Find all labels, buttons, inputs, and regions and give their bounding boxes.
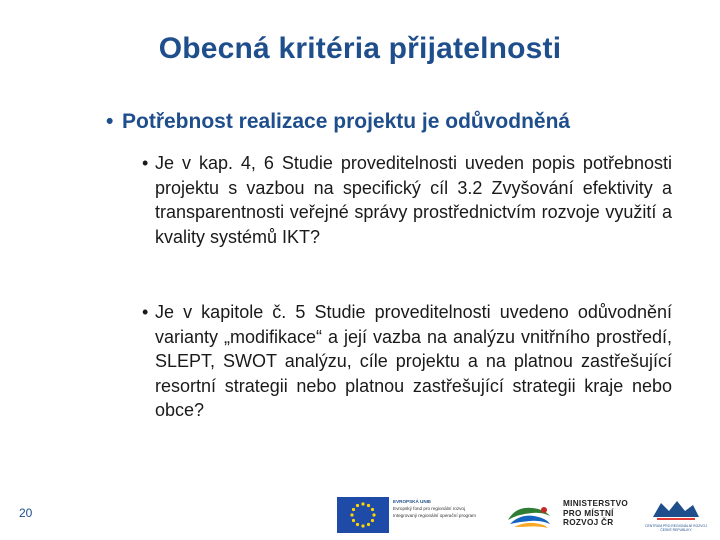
eu-logo xyxy=(337,497,495,535)
ministry-line3: ROZVOJ ČR xyxy=(563,518,614,528)
page-number: 20 xyxy=(19,506,33,520)
bullet-marker: • xyxy=(106,110,114,133)
sub-bullet-2 xyxy=(142,300,672,423)
eu-flag-icon xyxy=(337,497,389,533)
eu-logo-line2: Evropský fond pro regionální rozvoj xyxy=(393,506,466,511)
crr-logo-text xyxy=(641,524,711,532)
iop-program-logo xyxy=(504,500,554,532)
crr-line2: ČESKÉ REPUBLIKY xyxy=(660,528,692,533)
ministry-line2: PRO MÍSTNÍ xyxy=(563,508,614,518)
crr-emblem-icon xyxy=(641,497,711,523)
sub-bullet-2-text: Je v kapitole č. 5 Studie proveditelnosti uvedeno odůvodnění varianty „modifikace“ a její vazba na analýzu vnitřního prostředí, SLEPT, SWOT analýzu, cíle projektu a na platnou zastřešující resortní strategii nebo platnou zastřešující strategii kraje nebo obce? xyxy=(155,302,672,420)
crr-line1: CENTRUM PRO REGIONÁLNÍ ROZVOJ xyxy=(645,524,707,528)
sub-bullet-1-text: Je v kap. 4, 6 Studie proveditelnosti uveden popis potřebnosti projektu s vazbou na specifický cíl 3.2 Zvyšování efektivity a transparentnosti veřejné správy prostřednictvím rozvoje využití a kvality systémů IKT? xyxy=(155,153,672,247)
main-bullet-text: Potřebnost realizace projektu je odůvodněná xyxy=(122,110,571,133)
slide-title: Obecná kritéria přijatelnosti xyxy=(158,32,562,65)
bullet-marker: • xyxy=(142,302,149,322)
ministry-line1: MINISTERSTVO xyxy=(563,499,629,508)
ministry-logo-text xyxy=(563,499,628,528)
ministry-logo xyxy=(563,497,633,535)
eu-logo-line1: EVROPSKÁ UNIE xyxy=(393,499,432,504)
eu-logo-text xyxy=(393,498,495,519)
eu-logo-line3: Integrovaný regionální operační program xyxy=(393,513,476,518)
main-bullet xyxy=(106,110,570,134)
sub-bullet-1 xyxy=(142,151,672,249)
crr-logo xyxy=(641,497,711,535)
bullet-marker: • xyxy=(142,153,149,173)
